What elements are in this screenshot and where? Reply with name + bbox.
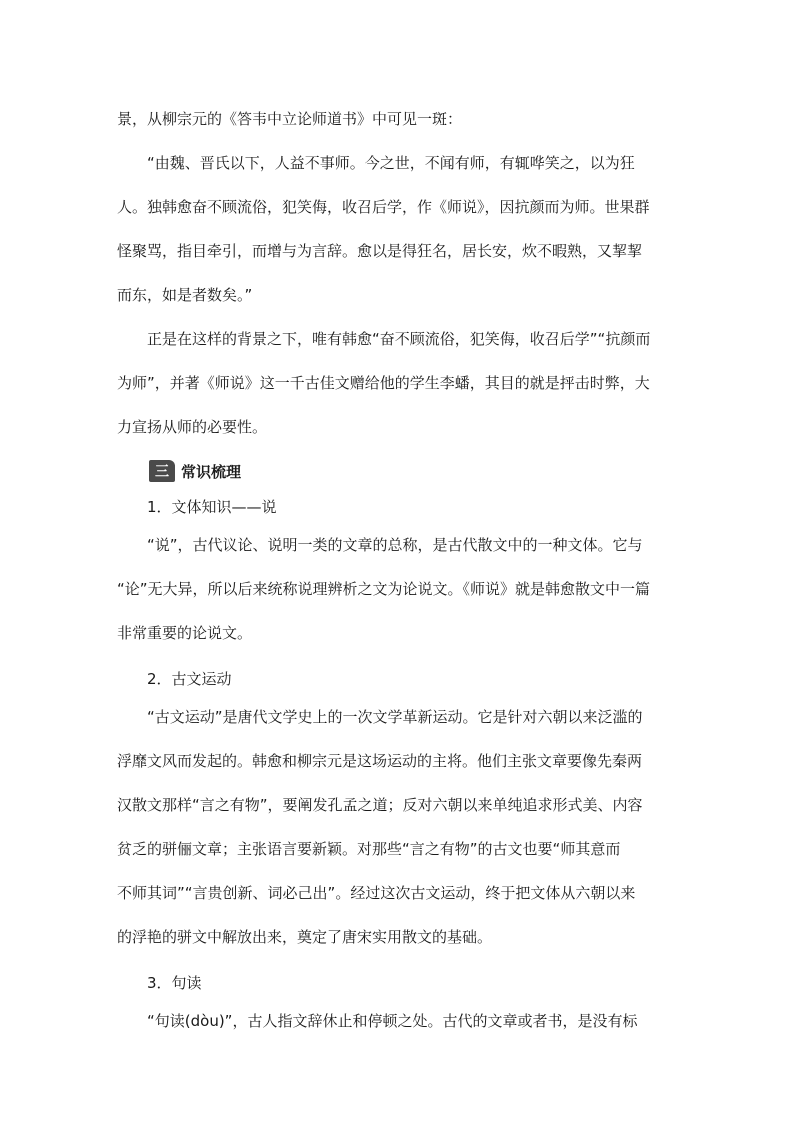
quote-line: 人。独韩愈奋不顾流俗，犯笑侮，收召后学，作《师说》，因抗颜而为师。世果群 (117, 198, 650, 216)
paragraph-line: 贫乏的骈俪文章；主张语言要新颖。对那些“言之有物”的古文也要“师其意而 (117, 840, 621, 858)
paragraph-line: “古文运动”是唐代文学史上的一次文学革新运动。它是针对六朝以来泛滥的 (147, 708, 643, 726)
paragraph-line: 力宣扬从师的必要性。 (117, 418, 268, 436)
item-heading-genre: 1．文体知识——说 (147, 498, 277, 516)
section-title: 常识梳理 (181, 462, 242, 481)
paragraph-line: 浮靡文风而发起的。韩愈和柳宗元是这场运动的主将。他们主张文章要像先秦两 (117, 752, 643, 770)
quote-paragraph (117, 147, 679, 311)
background-paragraph (117, 323, 679, 443)
quote-line: “由魏、晋氏以下，人益不事师。今之世，不闻有师，有辄哗笑之，以为狂 (147, 154, 635, 172)
document-page (117, 103, 679, 1037)
item-heading-punctuation: 3．句读 (147, 974, 202, 992)
quote-line: 怪聚骂，指目牵引，而增与为言辞。愈以是得狂名，居长安，炊不暇熟，又挈挈 (117, 242, 643, 260)
paragraph-line: “论”无大异，所以后来统称说理辨析之文为论说文。《师说》就是韩愈散文中一篇 (117, 580, 651, 598)
item-heading-movement: 2．古文运动 (147, 670, 232, 688)
paragraph-line: “说”，古代议论、说明一类的文章的总称，是古代散文中的一种文体。它与 (147, 536, 643, 554)
movement-paragraph (117, 701, 679, 953)
paragraph-line: 汉散文那样“言之有物”，要阐发孔孟之道；反对六朝以来单纯追求形式美、内容 (117, 796, 643, 814)
section-number-badge: 三 (149, 460, 175, 482)
genre-paragraph (117, 529, 679, 649)
spacer (117, 311, 679, 323)
paragraph-line: 非常重要的论说文。 (117, 624, 253, 642)
punctuation-paragraph (117, 1005, 679, 1037)
intro-line: 景，从柳宗元的《答韦中立论师道书》中可见一斑： (117, 110, 463, 128)
paragraph-line: 为师”，并著《师说》这一千古佳文赠给他的学生李蟠，其目的就是抨击时弊，大 (117, 374, 650, 392)
paragraph-line: 的浮艳的骈文中解放出来，奠定了唐宋实用散文的基础。 (117, 928, 493, 946)
paragraph-line: “句读(dòu)”，古人指文辞休止和停顿之处。古代的文章或者书，是没有标 (147, 1012, 638, 1030)
paragraph-line: 不师其词”“言贵创新、词必己出”。经过这次古文运动，终于把文体从六朝以来 (117, 884, 636, 902)
section-header (149, 457, 679, 485)
quote-line: 而东，如是者数矣。” (117, 286, 253, 304)
spacer (117, 135, 679, 147)
paragraph-line: 正是在这样的背景之下，唯有韩愈“奋不顾流俗，犯笑侮，收召后学”“抗颜而 (147, 330, 651, 348)
